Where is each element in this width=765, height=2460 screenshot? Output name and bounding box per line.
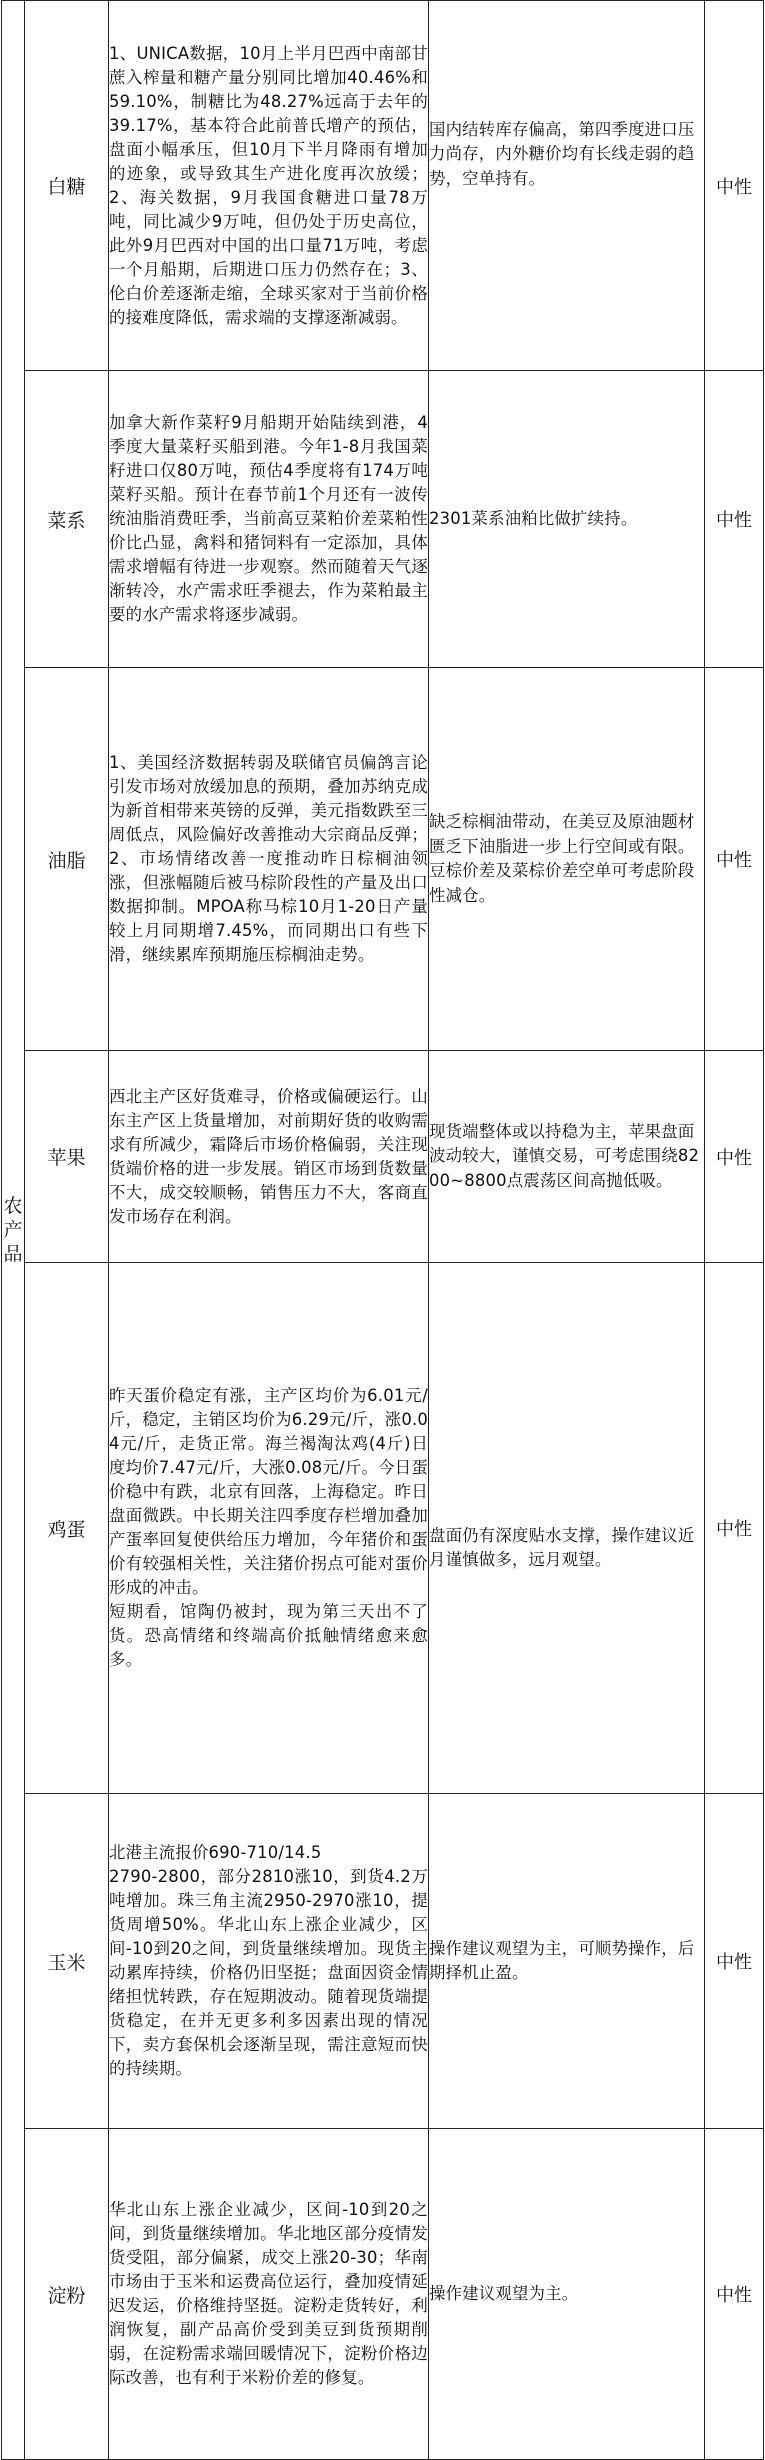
commodity-rating: 中性 <box>705 668 764 1051</box>
table-row-rapeseed <box>2 371 764 668</box>
commodity-name: 鸡蛋 <box>25 1263 109 1794</box>
commodity-detail: 加拿大新作菜籽9月船期开始陆续到港，4季度大量菜籽买船到港。今年1-8月我国菜籽进口仅80万吨，预估4季度将有174万吨菜籽买船。预计在春节前1个月还有一波传统油脂消费旺季，当前高豆菜粕价差菜粕性价比凸显，禽料和猪饲料有一定添加，具体需求增幅有待进一步观察。然而随着天气逐渐转冷，水产需求旺季褪去，作为菜粕最主要的水产需求将逐步减弱。 <box>109 371 429 668</box>
commodity-name: 淀粉 <box>25 2129 109 2460</box>
table-row-starch <box>2 2129 764 2460</box>
commodity-table <box>1 0 764 2460</box>
commodity-view-cell <box>429 1263 705 1794</box>
commodity-detail: 华北山东上涨企业减少，区间-10到20之间，到货量继续增加。华北地区部分疫情发货受阻，部分偏紧，成交上涨20-30；华南市场由于玉米和运费高位运行，叠加疫情延迟发运，价格维持坚挺。淀粉走货转好，利润恢复，副产品高价受到美豆到货预期削弱，在淀粉需求端回暖情况下，淀粉价格边际改善，也有利于米粉价差的修复。 <box>109 2129 429 2460</box>
table-row-egg <box>2 1263 764 1794</box>
table-row-oils <box>2 668 764 1051</box>
commodity-rating: 中性 <box>705 2129 764 2460</box>
table-row-sugar <box>2 1 764 371</box>
sector-label: 农产品 <box>3 1195 23 1265</box>
commodity-detail: 西北主产区好货难寻，价格或偏硬运行。山东主产区上货量增加，对前期好货的收购需求有所减少，霜降后市场价格偏弱，关注现货端价格的进一步发展。销区市场到货数量不大，成交较顺畅，销售压力不大，客商直发市场存在利润。 <box>109 1051 429 1263</box>
commodity-detail: 北港主流报价690-710/14.5 2790-2800，部分2810涨10，到货4.2万吨增加。珠三角主流2950-2970涨10，提货周增50%。华北山东上涨企业减少，区间-10到20之间，到货量继续增加。现货主动累库持续，价格仍旧坚挺；盘面因资金情绪担忧转跌，存在短期波动。随着现货端提货稳定，在并无更多利多因素出现的情况下，卖方套保机会逐渐呈现，需注意短而快的持续期。 <box>109 1794 429 2129</box>
commodity-detail: 1、美国经济数据转弱及联储官员偏鸽言论引发市场对放缓加息的预期，叠加苏纳克成为新首相带来英镑的反弹，美元指数跌至三周低点，风险偏好改善推动大宗商品反弹；2、市场情绪改善一度推动昨日棕榈油领涨，但涨幅随后被马棕阶段性的产量及出口数据抑制。MPOA称马棕10月1-20日产量较上月同期增7.45%，而同期出口有些下滑，继续累库预期施压棕榈油走势。 <box>109 668 429 1051</box>
commodity-rating: 中性 <box>705 1 764 371</box>
commodity-view: 操作建议观望为主，可顺势操作，后期择机止盈。 <box>429 1938 695 1982</box>
commodity-rating: 中性 <box>705 1263 764 1794</box>
commodity-view: 现货端整体或以持稳为主，苹果盘面波动较大，谨慎交易，可考虑围绕8200~8800点震荡区间高抛低吸。 <box>429 1121 700 1190</box>
commodity-name: 玉米 <box>25 1794 109 2129</box>
commodity-view-cell <box>429 2129 705 2460</box>
commodity-name: 菜系 <box>25 371 109 668</box>
commodity-rating: 中性 <box>705 371 764 668</box>
commodity-view-cell <box>429 668 705 1051</box>
table-row-corn <box>2 1794 764 2129</box>
commodity-name: 苹果 <box>25 1051 109 1263</box>
commodity-view-cell <box>429 371 705 668</box>
commodity-detail: 1、UNICA数据，10月上半月巴西中南部甘蔗入榨量和糖产量分别同比增加40.46%和59.10%，制糖比为48.27%远高于去年的39.17%，基本符合此前普氏增产的预估，盘面小幅承压，但10月下半月降雨有增加的迹象，或导致其生产进化度再次放缓；2、海关数据，9月我国食糖进口量78万吨，同比减少9万吨，但仍处于历史高位，此外9月巴西对中国的出口量71万吨，考虑一个月船期，后期进口压力仍然存在；3、伦白价差逐渐走缩，全球买家对于当前价格的接难度降低，需求端的支撑逐渐减弱。 <box>109 1 429 371</box>
sector-cell <box>2 1 25 2460</box>
commodity-view: 国内结转库存偏高，第四季度进口压力尚存，内外糖价均有长线走弱的趋势，空单持有。 <box>429 119 695 188</box>
commodity-view-cell <box>429 1 705 371</box>
commodity-view: 操作建议观望为主。 <box>429 2283 579 2303</box>
table-row-apple <box>2 1051 764 1263</box>
commodity-view: 盘面仍有深度贴水支撑，操作建议近月谨慎做多，远月观望。 <box>429 1525 695 1569</box>
commodity-rating: 中性 <box>705 1794 764 2129</box>
commodity-detail: 昨天蛋价稳定有涨，主产区均价为6.01元/斤，稳定，主销区均价为6.29元/斤，涨0.04元/斤，走货正常。海兰褐淘汰鸡(4斤)日度均价7.47元/斤，大涨0.08元/斤。今日蛋价稳中有跌，北京有回落，上海稳定。昨日盘面微跌。中长期关注四季度存栏增加叠加产蛋率回复使供给压力增加，今年猪价和蛋价有较强相关性，关注猪价拐点可能对蛋价形成的冲击。 短期看，馆陶仍被封，现为第三天出不了货。恐高情绪和终端高价抵触情绪愈来愈多。 <box>109 1263 429 1794</box>
commodity-name: 油脂 <box>25 668 109 1051</box>
commodity-view-cell <box>429 1794 705 2129</box>
commodity-name: 白糖 <box>25 1 109 371</box>
commodity-view: 缺乏棕榈油带动，在美豆及原油题材匮乏下油脂进一步上行空间或有限。豆棕价差及菜棕价差空单可考虑阶段性减仓。 <box>429 812 695 905</box>
commodity-view-cell <box>429 1051 705 1263</box>
commodity-rating: 中性 <box>705 1051 764 1263</box>
commodity-view: 2301菜系油粕比做扩续持。 <box>429 508 638 528</box>
